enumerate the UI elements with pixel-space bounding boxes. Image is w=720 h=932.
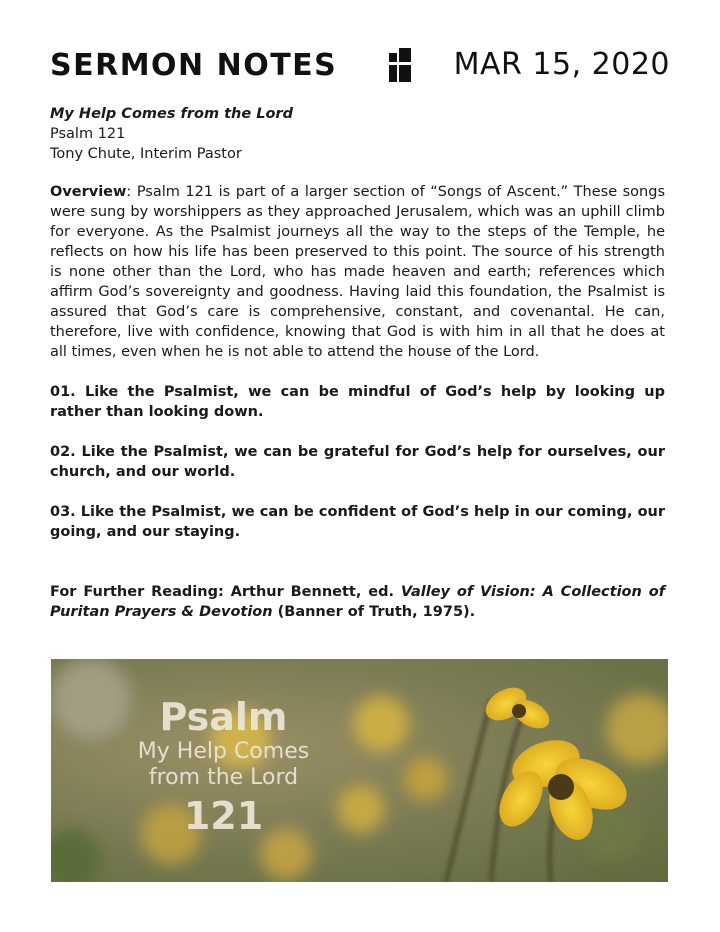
- header: [50, 44, 670, 88]
- hero-subtitle-line-1: My Help Comes: [137, 739, 310, 764]
- church-window-icon: [389, 48, 411, 82]
- scripture-reference: Psalm 121: [50, 126, 126, 142]
- overview-label: Overview: [50, 184, 127, 200]
- overview-paragraph: [50, 182, 665, 362]
- hero-psalm-number: 121: [183, 794, 264, 838]
- page-title: SERMON NOTES: [50, 48, 338, 83]
- speaker: Tony Chute, Interim Pastor: [50, 146, 242, 162]
- further-reading-book-title: Valley of Vision: A Collection of Puritan Prayers & Devotion: [50, 584, 666, 620]
- notes-body: [50, 104, 665, 622]
- further-reading-prefix: For Further Reading: Arthur Bennett, ed.: [50, 584, 401, 600]
- hero-subtitle-line-2: from the Lord: [148, 765, 299, 790]
- psalm-hero-image: [51, 659, 668, 882]
- point-2: 02. Like the Psalmist, we can be grateful for God’s help for ourselves, our church, and our world.: [50, 444, 665, 480]
- sermon-title: My Help Comes from the Lord: [50, 106, 293, 122]
- overview-text: : Psalm 121 is part of a larger section of “Songs of Ascent.” These songs were sung by worshippers as they approached Jerusalem, which was an uphill climb for everyone. As the Psalmist journeys all the way to the steps of the Temple, he reflects on how his life has been preserved to this point. The source of his strength is none other than the Lord, who has made heaven and earth; references which affirm God’s sovereignty and goodness. Having laid this foundation, the Psalmist is assured that God’s care is comprehensive, constant, and covenantal. He can, therefore, live with confidence, knowing that God is with him in all that he does at all times, even when he is not able to attend the house of the Lord.: [50, 184, 665, 360]
- further-reading-suffix: (Banner of Truth, 1975).: [272, 604, 476, 620]
- further-reading: [50, 582, 665, 622]
- point-1: 01. Like the Psalmist, we can be mindful of God’s help by looking up rather than looking down.: [50, 384, 665, 420]
- point-3: 03. Like the Psalmist, we can be confident of God’s help in our coming, our going, and our staying.: [50, 504, 665, 540]
- hero-psalm-word: Psalm: [159, 695, 288, 739]
- hero-text: [136, 695, 311, 841]
- sermon-date: MAR 15, 2020: [453, 47, 670, 82]
